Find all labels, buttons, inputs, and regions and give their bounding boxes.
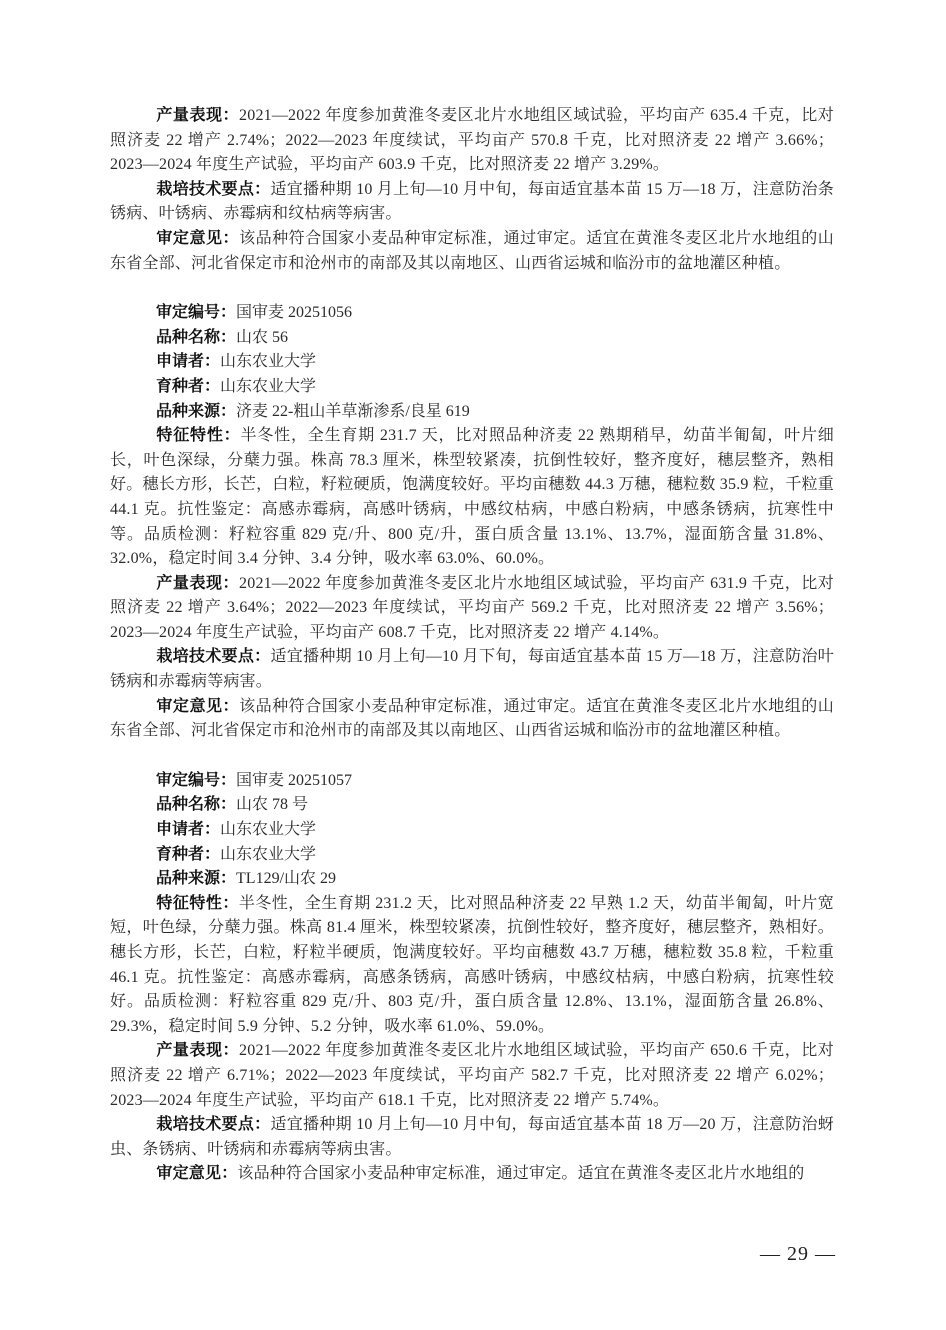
applicant: [110, 818, 834, 843]
yield-paragraph: [110, 1039, 834, 1113]
breeder: [110, 843, 834, 868]
field-label: 品种来源：: [156, 402, 237, 420]
variety-source: [110, 400, 834, 425]
section-label: 栽培技术要点：: [156, 648, 271, 666]
document-page: [110, 104, 834, 1187]
field-value: 国审麦 20251056: [236, 304, 353, 322]
section-label: 特征特性：: [156, 427, 241, 445]
section-gap: [110, 744, 834, 769]
variety-name: [110, 793, 834, 818]
field-label: 申请者：: [156, 821, 221, 839]
field-value: 山东农业大学: [220, 845, 317, 863]
variety-entry-shannong-56: [110, 301, 834, 744]
section-label: 特征特性：: [156, 894, 239, 912]
section-label: 审定意见：: [156, 697, 240, 715]
yield-paragraph: [110, 572, 834, 646]
field-value: 山东农业大学: [220, 353, 317, 371]
cultivation-paragraph: [110, 178, 834, 227]
section-text: 该品种符合国家小麦品种审定标准，通过审定。适宜在黄淮冬麦区北片水地组的山东省全部、河北省保定市和沧州市的南部及其以南地区、山西省运城和临汾市的盆地灌区种植。: [110, 229, 834, 272]
section-label: 栽培技术要点：: [156, 180, 271, 198]
approval-number: [110, 301, 834, 326]
field-label: 申请者：: [156, 353, 221, 371]
field-value: 山农 78 号: [236, 796, 309, 814]
opinion-paragraph: [110, 695, 834, 744]
previous-variety-tail: [110, 104, 834, 276]
section-label: 产量表现：: [156, 107, 240, 124]
field-value: 山东农业大学: [220, 377, 317, 395]
traits-paragraph: [110, 892, 834, 1040]
field-label: 品种来源：: [156, 870, 237, 888]
yield-paragraph: [110, 104, 834, 178]
opinion-paragraph: [110, 227, 834, 276]
section-text: 该品种符合国家小麦品种审定标准，通过审定。适宜在黄淮冬麦区北片水地组的: [237, 1165, 805, 1183]
cultivation-paragraph: [110, 1113, 834, 1162]
section-label: 栽培技术要点：: [156, 1116, 271, 1134]
section-text: 半冬性，全生育期 231.7 天，比对照品种济麦 22 熟期稍早，幼苗半匍匐，叶片细长，叶色深绿，分蘖力强。株高 78.3 厘米，株型较紧凑，抗倒性较好，整齐度好，穗层整齐，熟相好。穗长方形，长芒，白粒，籽粒硬质，饱满度较好。平均亩穗数 44.3 万穗，穗粒数 35.9 粒，千粒重 44.1 克。抗性鉴定：高感赤霉病，高感叶锈病，中感纹枯病，中感白粉病，中感条锈病，抗寒性中等。品质检测：籽粒容重 829 克/升、800 克/升，蛋白质含量 13.1%、13.7%，湿面筋含量 31.8%、32.0%，稳定时间 3.4 分钟、3.4 分钟，吸水率 63.0%、60.0%。: [110, 427, 834, 568]
field-label: 审定编号：: [156, 304, 237, 322]
field-label: 品种名称：: [156, 328, 237, 346]
section-text: 2021—2022 年度参加黄淮冬麦区北片水地组区域试验，平均亩产 635.4 千克，比对照济麦 22 增产 2.74%；2022—2023 年度续试，平均亩产 570.8 千克，比对照济麦 22 增产 3.66%；2023—2024 年度生产试验，平均亩产 603.9 千克，比对照济麦 22 增产 3.29%。: [110, 107, 834, 174]
section-text: 适宜播种期 10 月上旬—10 月中旬，每亩适宜基本苗 18 万—20 万，注意防治蚜虫、条锈病、叶锈病和赤霉病等病虫害。: [110, 1116, 834, 1158]
section-text: 该品种符合国家小麦品种审定标准，通过审定。适宜在黄淮冬麦区北片水地组的山东省全部、河北省保定市和沧州市的南部及其以南地区、山西省运城和临汾市的盆地灌区种植。: [110, 697, 834, 740]
field-value: 山农 56: [236, 328, 289, 346]
section-text: 适宜播种期 10 月上旬—10 月中旬，每亩适宜基本苗 15 万—18 万，注意防治条锈病、叶锈病、赤霉病和纹枯病等病害。: [110, 180, 834, 223]
field-label: 审定编号：: [156, 771, 237, 789]
section-gap: [110, 276, 834, 301]
field-label: 育种者：: [156, 377, 221, 395]
page-number: — 29 —: [760, 1243, 836, 1265]
section-label: 产量表现：: [156, 574, 240, 592]
section-text: 适宜播种期 10 月上旬—10 月下旬，每亩适宜基本苗 15 万—18 万，注意防治叶锈病和赤霉病等病害。: [110, 648, 834, 691]
section-text: 2021—2022 年度参加黄淮冬麦区北片水地组区域试验，平均亩产 650.6 千克，比对照济麦 22 增产 6.71%；2022—2023 年度续试，平均亩产 582.7 千克，比对照济麦 22 增产 6.02%；2023—2024 年度生产试验，平均亩产 618.1 千克，比对照济麦 22 增产 5.74%。: [110, 1042, 834, 1109]
approval-number: [110, 769, 834, 794]
section-label: 审定意见：: [156, 1165, 238, 1183]
applicant: [110, 350, 834, 375]
section-label: 审定意见：: [156, 229, 240, 247]
opinion-paragraph: [110, 1162, 834, 1187]
field-label: 品种名称：: [156, 796, 237, 814]
section-label: 产量表现：: [156, 1042, 240, 1060]
field-value: 济麦 22-粗山羊草渐渗系/良星 619: [236, 402, 470, 420]
section-text: 半冬性，全生育期 231.2 天，比对照品种济麦 22 早熟 1.2 天，幼苗半匍匐，叶片宽短，叶色绿，分蘖力强。株高 81.4 厘米，株型较紧凑，抗倒性较好，整齐度好，穗层整齐，熟相好。穗长方形，长芒，白粒，籽粒半硬质，饱满度较好。平均亩穗数 43.7 万穗，穗粒数 35.8 粒，千粒重 46.1 克。抗性鉴定：高感赤霉病，高感条锈病，高感叶锈病，中感纹枯病，中感白粉病，抗寒性较好。品质检测：籽粒容重 829 克/升、803 克/升，蛋白质含量 12.8%、13.1%，湿面筋含量 26.8%、29.3%，稳定时间 5.9 分钟、5.2 分钟，吸水率 61.0%、59.0%。: [110, 894, 834, 1035]
field-label: 育种者：: [156, 845, 221, 863]
cultivation-paragraph: [110, 645, 834, 694]
field-value: 国审麦 20251057: [236, 771, 353, 789]
variety-entry-shannong-78: [110, 769, 834, 1187]
field-value: TL129/山农 29: [236, 870, 337, 888]
variety-name: [110, 326, 834, 351]
section-text: 2021—2022 年度参加黄淮冬麦区北片水地组区域试验，平均亩产 631.9 千克，比对照济麦 22 增产 3.64%；2022—2023 年度续试，平均亩产 569.2 千克，比对照济麦 22 增产 3.56%；2023—2024 年度生产试验，平均亩产 608.7 千克，比对照济麦 22 增产 4.14%。: [110, 574, 834, 641]
breeder: [110, 375, 834, 400]
field-value: 山东农业大学: [220, 821, 317, 839]
variety-source: [110, 867, 834, 892]
traits-paragraph: [110, 424, 834, 572]
